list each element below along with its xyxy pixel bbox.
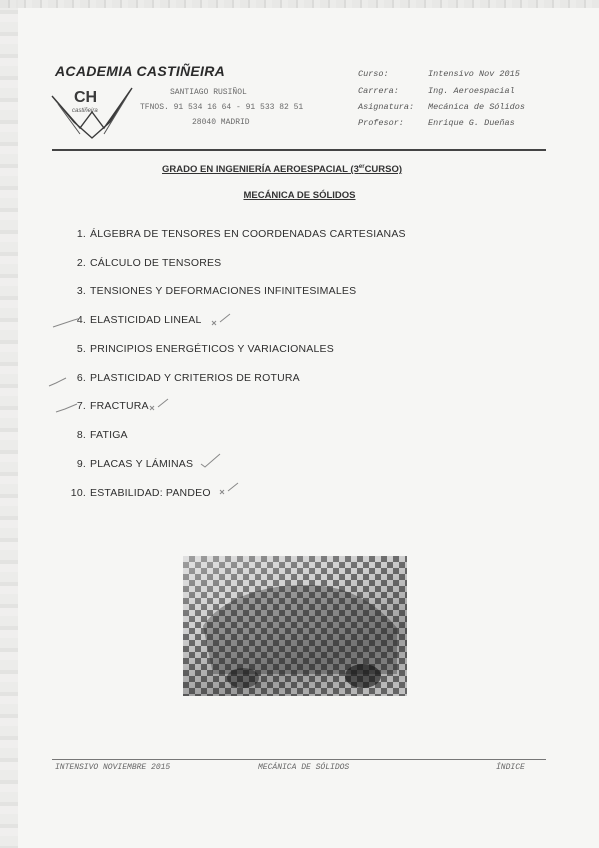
scan-left-edge xyxy=(0,0,18,848)
address-street: SANTIAGO RUSIÑOL xyxy=(170,88,247,97)
subject-title: MECÁNICA DE SÓLIDOS xyxy=(243,190,356,201)
wrecked-car-photo xyxy=(183,556,407,696)
field-value-course: Intensivo Nov 2015 xyxy=(428,69,520,79)
degree-title: GRADO EN INGENIERÍA AEROESPACIAL (3erCURSO) xyxy=(162,164,403,176)
topic-item: 6. PLASTICIDAD Y CRITERIOS DE ROTURA xyxy=(76,372,300,384)
topic-item: 3. TENSIONES Y DEFORMACIONES INFINITESIMALES xyxy=(76,285,357,297)
topic-item: 1. ÁLGEBRA DE TENSORES EN COORDENADAS CARTESIANAS xyxy=(76,228,406,240)
field-label-course: Curso: xyxy=(358,69,389,79)
topic-item: 5. PRINCIPIOS ENERGÉTICOS Y VARIACIONALES xyxy=(76,343,334,355)
header-divider xyxy=(52,149,546,151)
address-city: 28040 MADRID xyxy=(192,118,250,127)
topic-item: 10. ESTABILIDAD: PANDEO xyxy=(70,487,211,499)
address-phones: TFNOS. 91 534 16 64 - 91 533 82 51 xyxy=(140,103,304,112)
footer-right: ÍNDICE xyxy=(496,763,525,772)
topic-item: 4. ELASTICIDAD LINEAL xyxy=(76,314,202,326)
field-value-teacher: Enrique G. Dueñas xyxy=(428,118,515,128)
handwritten-tick-icon xyxy=(52,316,82,330)
footer-left: INTENSIVO NOVIEMBRE 2015 xyxy=(55,763,171,772)
topic-item: 8. FATIGA xyxy=(76,429,128,441)
handwritten-cross-icon xyxy=(218,481,240,495)
logo-mark-letters: CH xyxy=(74,89,98,106)
topic-item: 7. FRACTURA xyxy=(76,400,149,412)
handwritten-tick-icon xyxy=(200,452,222,468)
handwritten-tick-icon xyxy=(55,402,79,414)
field-label-teacher: Profesor: xyxy=(358,118,404,128)
field-value-subject: Mecánica de Sólidos xyxy=(428,102,525,112)
footer-center: MECÁNICA DE SÓLIDOS xyxy=(258,763,350,772)
scan-top-edge xyxy=(0,0,599,8)
logo-mark-sub: castiñeira xyxy=(72,108,98,114)
field-label-subject: Asignatura: xyxy=(358,102,415,112)
field-value-degree: Ing. Aeroespacial xyxy=(428,86,515,96)
handwritten-cross-icon xyxy=(210,312,232,326)
topic-item: 2. CÁLCULO DE TENSORES xyxy=(76,257,222,269)
topic-item: 9. PLACAS Y LÁMINAS xyxy=(76,458,194,470)
academy-logo-icon xyxy=(50,82,135,142)
academy-name: ACADEMIA CASTIÑEIRA xyxy=(55,63,226,79)
footer-divider xyxy=(52,759,546,760)
field-label-degree: Carrera: xyxy=(358,86,399,96)
handwritten-cross-icon xyxy=(148,397,170,411)
car-silhouette-icon xyxy=(183,556,407,696)
handwritten-tick-icon xyxy=(48,376,68,388)
